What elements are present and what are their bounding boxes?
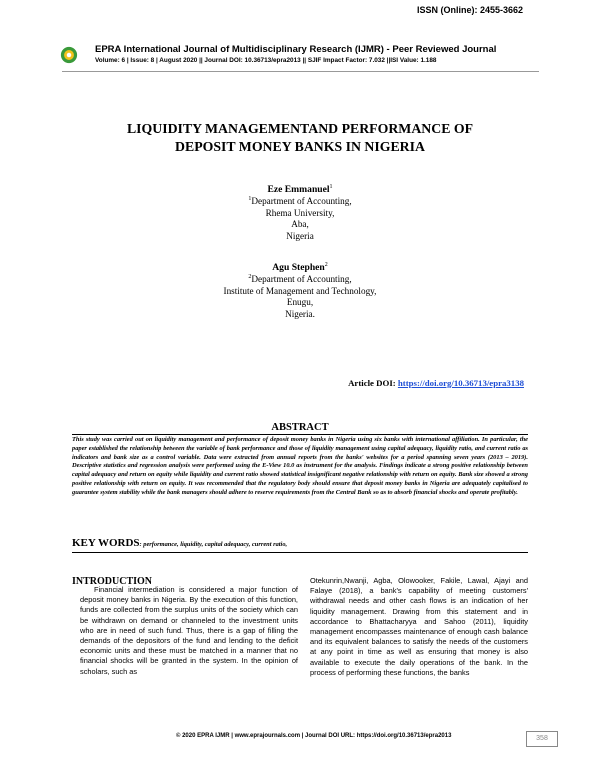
article-doi-link[interactable]: https://doi.org/10.36713/epra3138 — [397, 378, 524, 388]
author-2-country: Nigeria. — [285, 309, 315, 320]
intro-column-1 — [80, 585, 298, 677]
abstract-heading: ABSTRACT — [271, 422, 329, 433]
intro-heading: INTRODUCTION — [72, 576, 153, 587]
abstract-divider-bottom — [72, 552, 528, 553]
author-1-sup: 1 — [329, 183, 333, 190]
journal-name: EPRA International Journal of Multidisciplinary Research (IJMR) - Peer Reviewed Journal — [95, 44, 497, 55]
intro-column-2 — [310, 576, 528, 678]
intro-paragraph-2: Otekunrin,Nwanji, Agba, Olowooker, Fakile, Lawal, Ajayi and Falaye (2018), a bank's capability of meeting customers' withdrawal needs and other cash flows is an indication of her liquidity management. Drawing from this statement and in accordance to Bhattacharyya and Sahoo (2011), liquidity management encompasses maintenance of enough cash balance and its equivalent balances to satisfy the needs of the customers at any point in time as well as ensuring that money is also available to execute the daily operations of the bank. In the process of performing these functions, the banks — [310, 576, 528, 677]
author-2 — [150, 262, 450, 321]
author-1-inst: Rhema University, — [265, 207, 335, 218]
author-1 — [150, 184, 450, 243]
author-1-dept-sup: 1 — [248, 195, 252, 202]
author-2-dept: Department of Accounting, — [251, 273, 352, 284]
author-1-country: Nigeria — [286, 231, 314, 242]
abstract-divider-top — [72, 434, 528, 435]
page-number: 358 — [526, 731, 558, 747]
page-footer: © 2020 EPRA IJMR | www.eprajournals.com | Journal DOI URL: https://doi.org/10.36713/epra2013 — [176, 733, 452, 739]
article-doi-label: Article DOI: — [348, 378, 398, 388]
author-2-inst: Institute of Management and Technology, — [223, 285, 377, 296]
author-2-dept-sup: 2 — [248, 273, 252, 280]
author-1-city: Aba, — [291, 219, 309, 230]
article-doi — [348, 378, 524, 388]
journal-meta: Volume: 6 | Issue: 8 | August 2020 || Journal DOI: 10.36713/epra2013 || SJIF Impact Factor: 7.032 ||ISI Value: 1.188 — [95, 57, 437, 64]
author-2-name: Agu Stephen — [272, 262, 325, 273]
keywords-label: KEY WORDS — [72, 537, 140, 549]
abstract-text: This study was carried out on liquidity management and performance of deposit money banks in Nigeria using six banks with international affiliation. In particular, the paper established the relationship between the variable of bank performance and those of liquidity management using capital adequacy, liquidity ratio, and current ratio as indicators and bank size as a control variable. Data were extracted from annual reports from the banks' websites for a period spanning seven years (2013 – 2019). Descriptive statistics and regression analysis were performed using the E-View 10.0 as instrument for the analysis. Findings indicate a strong positive relationship between capital adequacy and return on equity while liquidity and current ratio showed statistical insignificant negative relationship with return on equity. Bank size showed a strong positive relationship with return on equity. It was recommended that the regulatory body should ensure that deposit money banks in Nigeria are adequately capitalised to guarantee system stability while the bank managers should adhere to reserve requirements from the Central Bank so as to absorb financial shocks and operate profitably. — [72, 436, 528, 496]
author-2-sup: 2 — [324, 261, 328, 268]
title-line-1: LIQUIDITY MANAGEMENTAND PERFORMANCE OF — [126, 121, 474, 136]
header-divider — [62, 71, 539, 72]
intro-paragraph-1: Financial intermediation is considered a major function of deposit money banks in Nigeria. By the execution of this function, funds are collected from the surplus units of the society which can be withdrawn on demand or channeled to the investment units who are in need of such fund. Thus, there is a gap of filling the demands of the depositors of the fund and lending to the deficit economic units and these must be matched in a manner that no financial shocks will be granted in the system. In the opinion of scholars, such as — [80, 585, 298, 676]
title-line-2: DEPOSIT MONEY BANKS IN NIGERIA — [175, 139, 425, 154]
keywords — [72, 537, 287, 549]
journal-logo-icon — [60, 46, 78, 64]
author-1-name: Eze Emmanuel — [267, 184, 330, 195]
author-1-dept: Department of Accounting, — [251, 195, 352, 206]
author-2-city: Enugu, — [286, 297, 314, 308]
keywords-list: : performance, liquidity, capital adequacy, current ratio, — [139, 541, 288, 548]
paper-title — [60, 120, 540, 156]
issn: ISSN (Online): 2455-3662 — [416, 5, 523, 15]
